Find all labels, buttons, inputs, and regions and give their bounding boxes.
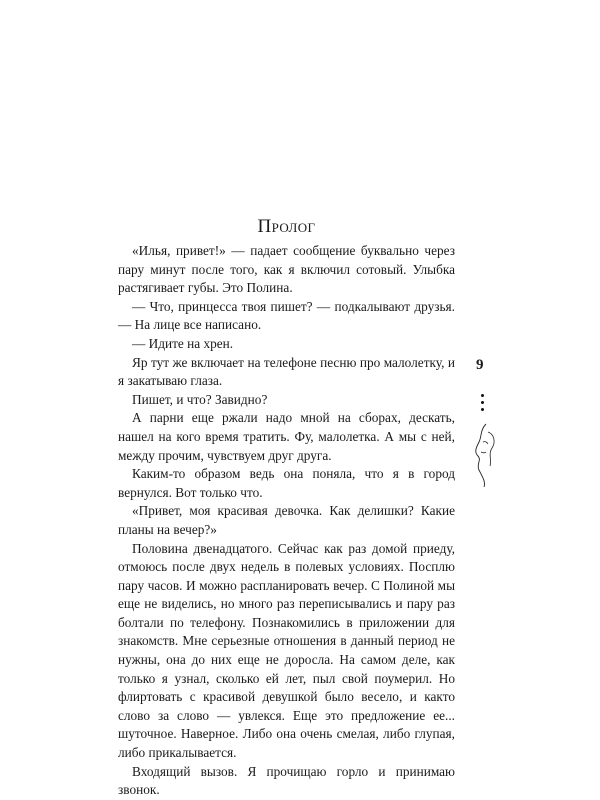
chapter-title: Пролог xyxy=(257,216,316,237)
page-number: 9 xyxy=(476,357,484,373)
paragraph: А парни еще ржали надо мной на сборах, дескать, нашел на кого время тратить. Фу, малолетка. А мы с ней, между прочим, чувствуем друг друга. xyxy=(118,410,455,463)
dot xyxy=(481,394,484,397)
paragraph: Каким-то образом ведь она поняла, что я в город вернулся. Вот только что. xyxy=(118,466,455,500)
paragraph: «Илья, привет!» — падает сообщение буквально через пару минут после того, как я включил сотовый. Улыбка растягивает губы. Это Полина. xyxy=(118,243,455,296)
paragraph: «Привет, моя красивая девочка. Как делишки? Какие планы на вечер?» xyxy=(118,503,455,537)
chapter-body xyxy=(118,242,455,800)
paragraph: Пишет, и что? Завидно? xyxy=(132,391,268,407)
paragraph: Половина двенадцатого. Сейчас как раз домой приеду, отмоюсь после двух недель в полевых условиях. Посплю пару часов. И можно распланировать вечер. С Полиной мы еще не виделись, но много раз переписывались и пару раз болтали по телефону. Познакомились в приложении для знакомств. Мне серьезные отношения в данный период не нужны, она до них еще не доросла. На самом деле, как только я узнал, сколько ей лет, пыл свой поумерил. Но флиртовать с красивой девушкой было весело, и както слово за слово — увлекся. Еще это предложение ее... шуточное. Наверное. Либо она очень смелая, либо глупая, либо прикалывается. xyxy=(118,540,455,761)
margin-dots-ornament xyxy=(480,394,486,415)
paragraph: Входящий вызов. Я прочищаю горло и принимаю звонок. xyxy=(118,763,455,798)
line-art-face-ornament xyxy=(470,422,500,488)
paragraph: Яр тут же включает на телефоне песню про малолетку, и я закатываю глаза. xyxy=(118,354,455,389)
dot xyxy=(481,401,484,404)
paragraph: — Идите на хрен. xyxy=(132,335,234,351)
dot xyxy=(481,408,484,411)
paragraph: — Что, принцесса твоя пишет? — подкалывают друзья. — На лице все написано. xyxy=(118,298,455,333)
